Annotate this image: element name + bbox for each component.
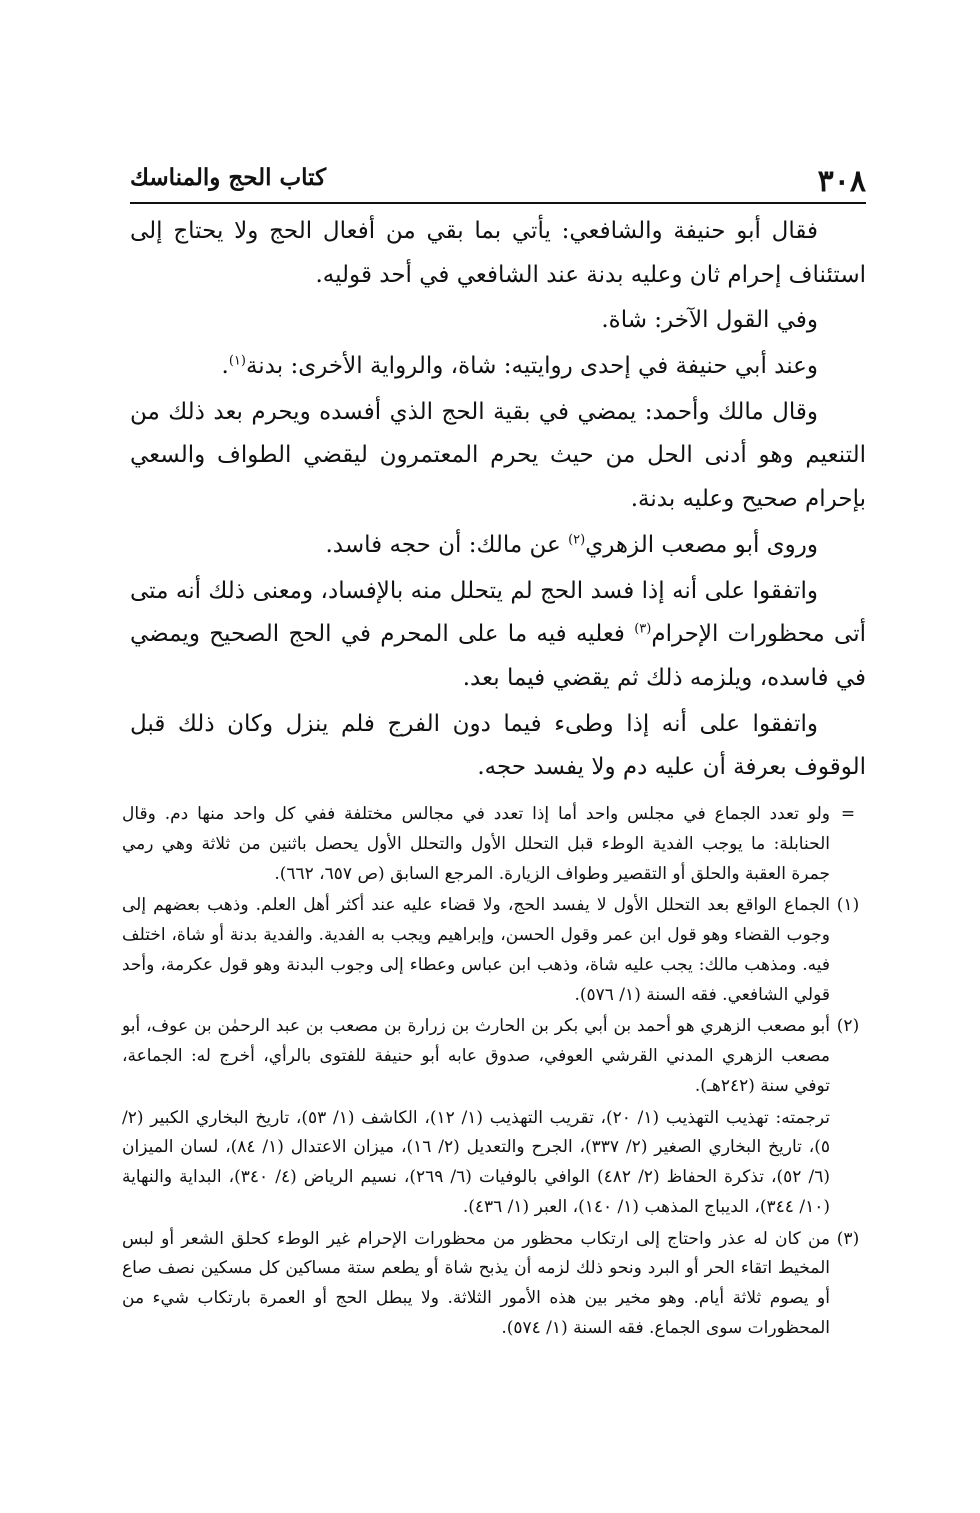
footnote-ref: (١) [228, 353, 246, 369]
paragraph: واتفقوا على أنه إذا فسد الحج لم يتحلل منه بالإفساد، ومعنى ذلك أنه متى أتى محظورات الإحرام$^{(٣)}$ فعليه فيه ما على المحرم في الحج الصحيح ويمضي في فاسده، ويلزمه ذلك ثم يقضي فيما بعد. [130, 577, 866, 691]
running-header [130, 158, 866, 204]
footnote [122, 1225, 866, 1344]
footnote [122, 1012, 866, 1101]
paragraph: وروى أبو مصعب الزهري$^{(٢)}$ عن مالك: أن حجه فاسد. [325, 531, 818, 558]
footnote-mark: (٣) [836, 1228, 860, 1249]
footnote-text: ولو تعدد الجماع في مجلس واحد أما إذا تعدد في مجالس مختلفة ففي كل واحد منها دم. وقال الحنابلة: ما يوجب الفدية الوطء قبل التحلل الأول والتحلل الأول يحصل باثنين من ثلاثة وهي رمي جمرة العقبة والحلق أو التقصير وطواف الزيارة. المرجع السابق (ص ٦٥٧، ٦٦٢). [122, 804, 830, 884]
footnote-text: أبو مصعب الزهري هو أحمد بن أبي بكر بن الحارث بن زرارة بن مصعب بن عبد الرحمٰن بن عوف، أبو مصعب الزهري المدني القرشي العوفي، صدوق عابه أبو حنيفة للفتوى بالرأي، أخرج له: الجماعة، توفي سنة (٢٤٢هـ). [122, 1016, 830, 1096]
paragraph: فقال أبو حنيفة والشافعي: يأتي بما بقي من أفعال الحج ولا يحتاج إلى استئناف إحرام ثان وعليه بدنة عند الشافعي في أحد قوليه. [130, 218, 866, 288]
main-text [130, 210, 866, 792]
footnote [122, 891, 866, 1010]
footnote [122, 800, 866, 889]
footnote-mark: = [840, 804, 856, 824]
footnote-text: من كان له عذر واحتاج إلى ارتكاب محظور من محظورات الإحرام غير الوطء كحلق الشعر أو لبس المخيط اتقاء الحر أو البرد ونحو ذلك لزمه أن يذبح شاة أو يطعم ستة مساكين كل مسكين نصف صاع أو يصوم ثلاثة أيام. وهو مخير بين هذه الأمور الثلاثة. ولا يبطل الحج أو العمرة بارتكاب شيء من المحظورات سوى الجماع. فقه السنة (١/ ٥٧٤). [122, 1228, 830, 1338]
footnote-text: الجماع الواقع بعد التحلل الأول لا يفسد الحج، ولا قضاء عليه عند أكثر أهل العلم. وذهب بعضهم إلى وجوب القضاء وهو قول ابن عمر وقول الحسن، وإبراهيم ويجب به الفدية. والفدية بدنة أو شاة، اختلف فيه. ومذهب مالك: يجب عليه شاة، وذهب ابن عباس وعطاء إلى وجوب البدنة وهو قول عكرمة، وأحد قولي الشافعي. فقه السنة (١/ ٥٧٦). [122, 895, 830, 1005]
footnotes-section [122, 800, 866, 1346]
paragraph: وقال مالك وأحمد: يمضي في بقية الحج الذي أفسده ويحرم بعد ذلك من التنعيم وهو أدنى الحل من حيث يحرم المعتمرون ليقضي الطواف والسعي بإحرام صحيح وعليه بدنة. [130, 398, 866, 513]
footnote-ref: (٣) [634, 621, 652, 637]
footnote-continuation: ترجمته: تهذيب التهذيب (١/ ٢٠)، تقريب التهذيب (١/ ١٢)، الكاشف (١/ ٥٣)، تاريخ البخاري الكبير (٢/ ٥)، تاريخ البخاري الصغير (٢/ ٣٣٧)، الجرح والتعديل (٢/ ١٦)، ميزان الاعتدال (١/ ٨٤)، لسان الميزان (٦/ ٥٢)، تذكرة الحفاظ (٢/ ٤٨٢) الوافي بالوفيات (٦/ ٢٦٩)، نسيم الرياض (٤/ ٣٤٠)، البداية والنهاية (١٠/ ٣٤٤)، الديباج المذهب (١/ ١٤٠)، العبر (١/ ٤٣٦). [122, 1107, 831, 1217]
footnote-ref: (٢) [568, 532, 586, 548]
book-title: كتاب الحج والمناسك [130, 164, 327, 191]
footnote-mark: (٢) [836, 1016, 860, 1037]
page-number: ٣٠٨ [817, 164, 866, 199]
paragraph: وعند أبي حنيفة في إحدى روايتيه: شاة، والرواية الأخرى: بدنة$^{(١)}$. [221, 353, 818, 380]
footnote-mark: (١) [836, 895, 860, 916]
paragraph: واتفقوا على أنه إذا وطىء فيما دون الفرج فلم ينزل وكان ذلك قبل الوقوف بعرفة أن عليه دم ولا يفسد حجه. [130, 710, 866, 781]
paragraph: وفي القول الآخر: شاة. [601, 307, 818, 334]
